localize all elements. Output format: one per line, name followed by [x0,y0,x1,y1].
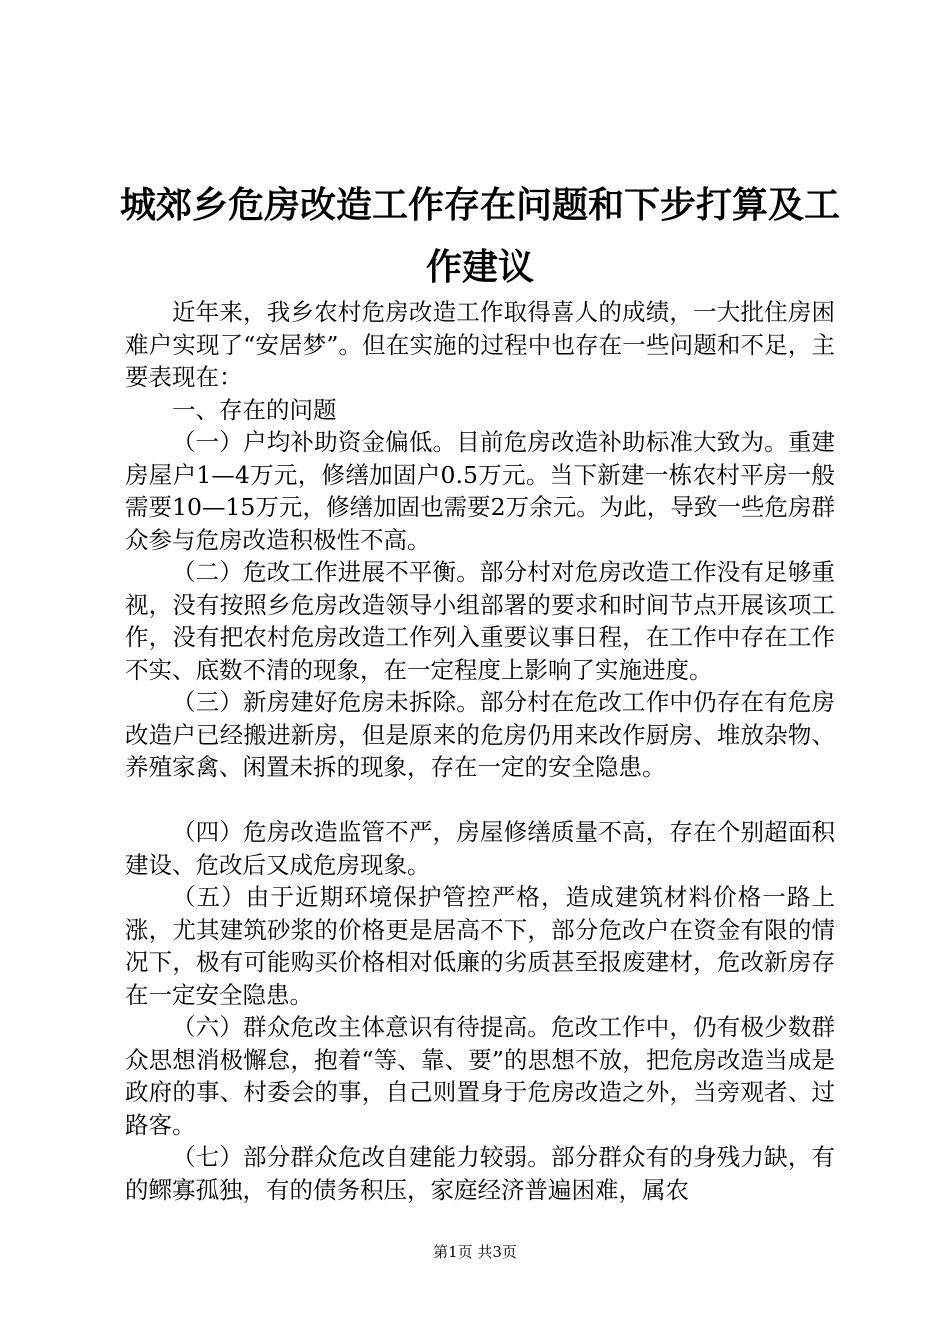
paragraph-item-4: （四）危房改造监管不严，房屋修缮质量不高，存在个别超面积建设、危改后又成危房现象。 [125,818,835,879]
paragraph-item-2: （二）危改工作进展不平衡。部分村对危房改造工作没有足够重视，没有按照乡危房改造领导小组部署的要求和时间节点开展该项工作，没有把农村危房改造工作列入重要议事日程，在工作中存在工作不实、底数不清的现象，在一定程度上影响了实施进度。 [125,558,835,684]
section-heading: 一、存在的问题 [172,395,337,424]
blank-line [125,784,835,817]
paragraph-intro: 近年来，我乡农村危房改造工作取得喜人的成绩，一大批住房困难户实现了“安居梦”。但在实施的过程中也存在一些问题和不足，主要表现在： [125,298,835,391]
paragraph-item-5: （五）由于近期环境保护管控严格，造成建筑材料价格一路上涨，尤其建筑砂浆的价格更是居高不下，部分危改户在资金有限的情况下，极有可能购买价格相对低廉的劣质甚至报废建材，危改新房存在一定安全隐患。 [125,883,835,1009]
paragraph-item-7: （七）部分群众危改自建能力较弱。部分群众有的身残力缺，有的鳏寡孤独，有的债务积压，家庭经济普遍困难，属农 [125,1143,835,1204]
paragraph-item-3: （三）新房建好危房未拆除。部分村在危改工作中仍存在有危房改造户已经搬进新房，但是原来的危房仍用来改作厨房、堆放杂物、养殖家禽、闲置未拆的现象，存在一定的安全隐患。 [125,688,835,781]
paragraph-item-6: （六）群众危改主体意识有待提高。危改工作中，仍有极少数群众思想消极懈怠，抱着“等、靠、要”的思想不放，把危房改造当成是政府的事、村委会的事，自己则置身于危房改造之外，当旁观者、过路客。 [125,1013,835,1139]
document-body [125,296,835,1206]
document-title: 城郊乡危房改造工作存在问题和下步打算及工作建议 [120,185,841,288]
page-number-footer: 第1页 共3页 [433,1243,517,1261]
paragraph-item-1: （一）户均补助资金偏低。目前危房改造补助标准大致为。重建房屋户1—4万元，修缮加固户0.5万元。当下新建一栋农村平房一般需要10—15万元，修缮加固也需要2万余元。为此，导致一些危房群众参与危房改造积极性不高。 [125,428,835,554]
